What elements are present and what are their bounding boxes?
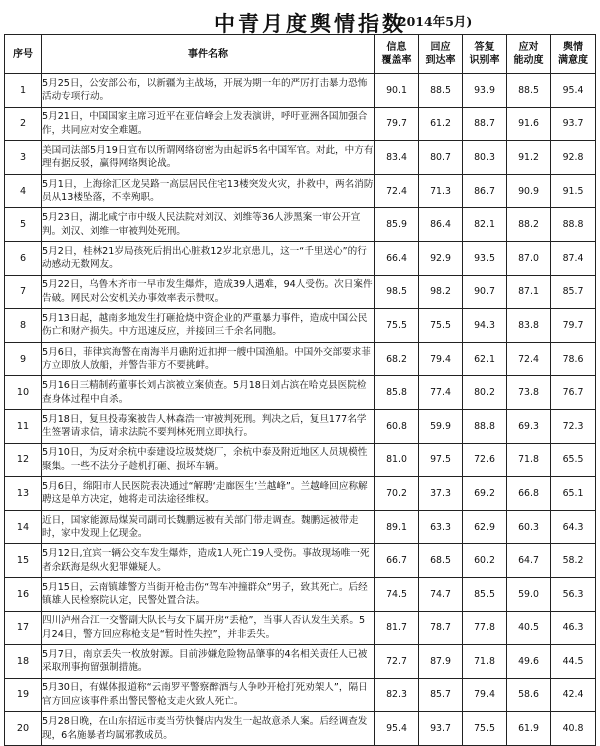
table-row [5,309,596,343]
cell-index: 5 [5,208,42,242]
cell-index: 4 [5,174,42,208]
cell-satisfaction: 78.6 [551,342,596,376]
table-row [5,342,596,376]
cell-event: 5月12日,宜宾一辆公交车发生爆炸，造成1人死亡19人受伤。事故现场唯一死者余跃海是纵火犯罪嫌疑人。 [42,544,375,578]
cell-info-coverage: 89.1 [375,510,419,544]
table-row [5,275,596,309]
table-row [5,611,596,645]
cell-event: 5月22日，乌鲁木齐市一早市发生爆炸，造成39人遇难，94人受伤。次日案件告破。网民对公安机关办事效率表示赞叹。 [42,275,375,309]
cell-index: 1 [5,74,42,108]
cell-index: 14 [5,510,42,544]
cell-reply-recognition: 80.2 [463,376,507,410]
cell-response-reach: 37.3 [419,477,463,511]
cell-response-reach: 88.5 [419,74,463,108]
cell-event: 5月7日，南京丢失一枚放射源。目前涉嫌危险物品肇事的4名相关责任人已被采取刑事拘留强制措施。 [42,645,375,679]
cell-index: 20 [5,712,42,746]
cell-satisfaction: 44.5 [551,645,596,679]
cell-event: 5月28日晚，在山东招远市麦当劳快餐店内发生一起故意杀人案。后经调查发现，6名施暴者均属邪教成员。 [42,712,375,746]
cell-satisfaction: 87.4 [551,241,596,275]
cell-handling-initiative: 83.8 [507,309,551,343]
cell-index: 19 [5,678,42,712]
table-row [5,712,596,746]
cell-reply-recognition: 72.6 [463,443,507,477]
cell-event: 5月30日，有媒体报道称“云南罗平警察醉酒与人争吵开枪打死劝架人”，隔日官方回应该事件系出警民警枪支走火致人死亡。 [42,678,375,712]
cell-reply-recognition: 82.1 [463,208,507,242]
cell-event: 5月15日，云南镇雄警方当街开枪击伤“驾车冲撞群众”男子，致其死亡。后经镇雄人民检察院认定，民警处置合法。 [42,577,375,611]
cell-index: 3 [5,141,42,175]
cell-satisfaction: 65.5 [551,443,596,477]
cell-event: 5月10日，为反对余杭中泰建设垃圾焚烧厂，余杭中泰及附近地区人员规模性聚集。一些不法分子趁机打砸、损坏车辆。 [42,443,375,477]
cell-handling-initiative: 69.3 [507,409,551,443]
cell-info-coverage: 85.8 [375,376,419,410]
cell-satisfaction: 42.4 [551,678,596,712]
table-row [5,577,596,611]
cell-index: 12 [5,443,42,477]
header-info-coverage: 信息 覆盖率 [375,35,419,74]
cell-response-reach: 80.7 [419,141,463,175]
cell-reply-recognition: 62.1 [463,342,507,376]
cell-event: 5月6日，绵阳市人民医院表决通过“解聘‘走廊医生’兰越峰”。兰越峰回应称解聘这是单方决定，她将走司法途径维权。 [42,477,375,511]
index-table [4,34,596,746]
cell-reply-recognition: 80.3 [463,141,507,175]
cell-info-coverage: 79.7 [375,107,419,141]
cell-response-reach: 79.4 [419,342,463,376]
cell-handling-initiative: 66.8 [507,477,551,511]
cell-info-coverage: 82.3 [375,678,419,712]
cell-satisfaction: 93.7 [551,107,596,141]
cell-response-reach: 78.7 [419,611,463,645]
header-index: 序号 [5,35,42,74]
cell-response-reach: 93.7 [419,712,463,746]
cell-handling-initiative: 64.7 [507,544,551,578]
cell-satisfaction: 88.8 [551,208,596,242]
table-row [5,409,596,443]
header-event: 事件名称 [42,35,375,74]
cell-response-reach: 68.5 [419,544,463,578]
cell-reply-recognition: 94.3 [463,309,507,343]
cell-handling-initiative: 88.5 [507,74,551,108]
cell-reply-recognition: 79.4 [463,678,507,712]
cell-index: 15 [5,544,42,578]
cell-response-reach: 75.5 [419,309,463,343]
cell-handling-initiative: 72.4 [507,342,551,376]
cell-reply-recognition: 62.9 [463,510,507,544]
table-row [5,477,596,511]
cell-satisfaction: 91.5 [551,174,596,208]
cell-event: 5月18日，复旦投毒案被告人林森浩一审被判死刑。判决之后，复旦177名学生签署请求信，请求法院不要判林死刑立即执行。 [42,409,375,443]
cell-reply-recognition: 77.8 [463,611,507,645]
cell-info-coverage: 98.5 [375,275,419,309]
cell-info-coverage: 60.8 [375,409,419,443]
table-row [5,678,596,712]
cell-reply-recognition: 69.2 [463,477,507,511]
cell-info-coverage: 81.0 [375,443,419,477]
table-row [5,510,596,544]
cell-event: 5月6日，菲律宾海警在南海半月礁附近扣押一艘中国渔船。中国外交部要求菲方立即放人放船，并警告菲方不要挑衅。 [42,342,375,376]
cell-handling-initiative: 59.0 [507,577,551,611]
table-row [5,141,596,175]
cell-info-coverage: 83.4 [375,141,419,175]
table-row [5,443,596,477]
cell-handling-initiative: 60.3 [507,510,551,544]
cell-response-reach: 86.4 [419,208,463,242]
cell-response-reach: 61.2 [419,107,463,141]
cell-event: 5月1日，上海徐汇区龙吴路一高层居民住宅13楼突发火灾，扑救中，两名消防员从13楼坠落，不幸殉职。 [42,174,375,208]
table-header-row [5,35,596,74]
table-row [5,241,596,275]
cell-info-coverage: 75.5 [375,309,419,343]
cell-info-coverage: 95.4 [375,712,419,746]
cell-handling-initiative: 91.2 [507,141,551,175]
cell-response-reach: 97.5 [419,443,463,477]
table-row [5,74,596,108]
cell-handling-initiative: 88.2 [507,208,551,242]
cell-response-reach: 77.4 [419,376,463,410]
cell-handling-initiative: 87.0 [507,241,551,275]
cell-handling-initiative: 87.1 [507,275,551,309]
cell-info-coverage: 66.4 [375,241,419,275]
cell-index: 17 [5,611,42,645]
table-row [5,645,596,679]
cell-index: 16 [5,577,42,611]
cell-index: 8 [5,309,42,343]
cell-reply-recognition: 90.7 [463,275,507,309]
table-row [5,174,596,208]
cell-info-coverage: 72.7 [375,645,419,679]
cell-reply-recognition: 93.9 [463,74,507,108]
cell-response-reach: 71.3 [419,174,463,208]
cell-info-coverage: 66.7 [375,544,419,578]
header-response-reach: 回应 到达率 [419,35,463,74]
cell-handling-initiative: 58.6 [507,678,551,712]
cell-handling-initiative: 91.6 [507,107,551,141]
cell-handling-initiative: 90.9 [507,174,551,208]
cell-index: 11 [5,409,42,443]
cell-reply-recognition: 88.7 [463,107,507,141]
table-row [5,376,596,410]
header-reply-recognition: 答复 识别率 [463,35,507,74]
cell-index: 9 [5,342,42,376]
cell-response-reach: 92.9 [419,241,463,275]
cell-info-coverage: 74.5 [375,577,419,611]
cell-event: 5月21日，中国国家主席习近平在亚信峰会上发表演讲，呼吁亚洲各国加强合作，共同应对安全难题。 [42,107,375,141]
cell-response-reach: 74.7 [419,577,463,611]
cell-response-reach: 63.3 [419,510,463,544]
cell-satisfaction: 76.7 [551,376,596,410]
cell-event: 美国司法部5月19日宣布以所谓网络窃密为由起诉5名中国军官。对此，中方有理有据反驳，赢得网络舆论战。 [42,141,375,175]
page-subtitle: (2014年5月) [392,14,473,29]
cell-event: 5月13日起，越南多地发生打砸抢烧中资企业的严重暴力事件，造成中国公民伤亡和财产损失。中方迅速反应，并接回三千余名同胞。 [42,309,375,343]
cell-handling-initiative: 40.5 [507,611,551,645]
cell-info-coverage: 72.4 [375,174,419,208]
cell-satisfaction: 58.2 [551,544,596,578]
cell-response-reach: 98.2 [419,275,463,309]
table-row [5,208,596,242]
cell-index: 18 [5,645,42,679]
cell-response-reach: 85.7 [419,678,463,712]
title-row [0,0,600,34]
cell-index: 7 [5,275,42,309]
cell-satisfaction: 65.1 [551,477,596,511]
cell-handling-initiative: 71.8 [507,443,551,477]
cell-index: 10 [5,376,42,410]
cell-response-reach: 87.9 [419,645,463,679]
cell-event: 5月2日，桂林21岁局孩死后捐出心脏救12岁北京患儿，这一“千里送心”的行动感动无数网友。 [42,241,375,275]
cell-satisfaction: 56.3 [551,577,596,611]
cell-info-coverage: 68.2 [375,342,419,376]
cell-satisfaction: 92.8 [551,141,596,175]
cell-handling-initiative: 49.6 [507,645,551,679]
cell-event: 四川泸州合江一交警副大队长与女下属开房“丢枪”，当事人否认发生关系。5月24日，警方回应称枪支是“暂时性失控”，并非丢失。 [42,611,375,645]
cell-handling-initiative: 73.8 [507,376,551,410]
cell-event: 近日，国家能源局煤炭司副司长魏鹏远被有关部门带走调查。魏鹏远被带走时，家中发现上亿现金。 [42,510,375,544]
cell-reply-recognition: 88.8 [463,409,507,443]
cell-reply-recognition: 71.8 [463,645,507,679]
cell-satisfaction: 85.7 [551,275,596,309]
cell-index: 13 [5,477,42,511]
cell-handling-initiative: 61.9 [507,712,551,746]
cell-event: 5月25日，公安部公布，以新疆为主战场，开展为期一年的严厉打击暴力恐怖活动专项行动。 [42,74,375,108]
cell-satisfaction: 46.3 [551,611,596,645]
cell-reply-recognition: 85.5 [463,577,507,611]
cell-reply-recognition: 93.5 [463,241,507,275]
cell-reply-recognition: 86.7 [463,174,507,208]
cell-response-reach: 59.9 [419,409,463,443]
table-row [5,107,596,141]
page-title: 中青月度舆情指数 [214,11,406,36]
cell-info-coverage: 70.2 [375,477,419,511]
cell-satisfaction: 79.7 [551,309,596,343]
cell-info-coverage: 85.9 [375,208,419,242]
cell-index: 2 [5,107,42,141]
cell-event: 5月16日三精制药董事长刘占滨被立案侦查。5月18日刘占滨在哈克县医院检查身体过程中自杀。 [42,376,375,410]
cell-index: 6 [5,241,42,275]
cell-info-coverage: 81.7 [375,611,419,645]
header-satisfaction: 舆情 满意度 [551,35,596,74]
cell-reply-recognition: 60.2 [463,544,507,578]
cell-event: 5月23日，湖北咸宁市中级人民法院对刘汉、刘维等36人涉黑案一审公开宣判。刘汉、刘维一审被判处死刑。 [42,208,375,242]
cell-satisfaction: 64.3 [551,510,596,544]
table-row [5,544,596,578]
cell-satisfaction: 72.3 [551,409,596,443]
cell-reply-recognition: 75.5 [463,712,507,746]
cell-satisfaction: 95.4 [551,74,596,108]
cell-info-coverage: 90.1 [375,74,419,108]
header-handling-initiative: 应对 能动度 [507,35,551,74]
cell-satisfaction: 40.8 [551,712,596,746]
